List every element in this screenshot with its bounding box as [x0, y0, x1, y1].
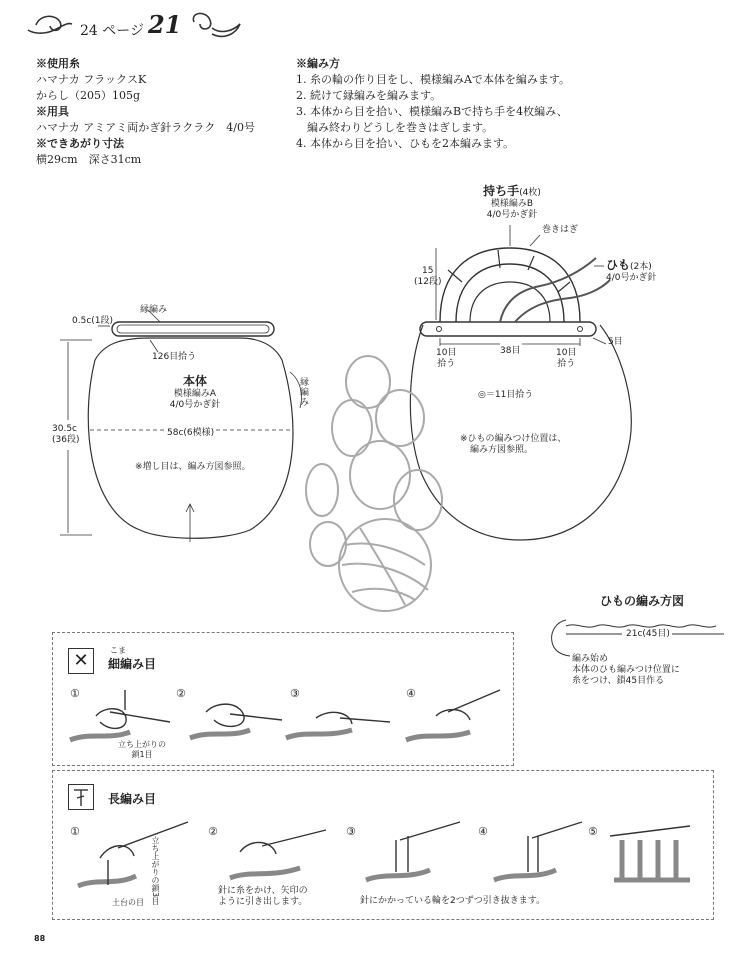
left-pick-word: 拾う	[437, 359, 456, 369]
dc-step-num: ③	[346, 825, 356, 838]
string-length: 21c(45目)	[626, 629, 670, 639]
edge-size: 0.5c(1段)	[72, 316, 114, 326]
right-pick-block	[556, 348, 576, 370]
handle-pattern: 模様編みB	[490, 199, 534, 209]
sc-step-num: ①	[70, 687, 80, 700]
handle-rows: 15	[422, 266, 434, 276]
dc-note2	[218, 886, 308, 908]
pick-up-label: 126目拾う	[152, 352, 197, 362]
sc-note-line: 立ち上がりの	[118, 740, 166, 749]
right-pick: 10目	[556, 348, 577, 358]
edge-label: 縁編み	[140, 305, 168, 315]
string-title: ひも	[606, 258, 631, 272]
page-number: 88	[34, 934, 46, 943]
body-pattern: 模様編みA	[173, 389, 217, 399]
project-number: 21	[148, 10, 182, 39]
sc-title: 細編み目	[108, 657, 157, 671]
string-start-block	[572, 654, 680, 687]
string-start-line: 糸をつけ、鎖45目作る	[572, 676, 665, 686]
body-title-block	[150, 374, 240, 411]
handle-rows-block	[414, 266, 441, 288]
attach-note-line: 編み方図参照。	[470, 445, 534, 455]
left-pick-block	[436, 348, 456, 370]
dc-side-note: 立ち上がりの鎖3目	[151, 836, 160, 906]
string-chart-title: ひもの編み方図	[600, 594, 685, 608]
string-start-line: 本体のひも編みつけ位置に	[572, 665, 680, 675]
string-count: (2本)	[630, 262, 652, 272]
dc-step-num: ②	[208, 825, 218, 838]
dc-symbol-icon	[68, 784, 94, 810]
sc-step-num: ④	[406, 687, 416, 700]
dc-step-num: ①	[70, 825, 80, 838]
dc-note2-line: 針に糸をかけ、矢印の	[218, 886, 308, 896]
right-pick-word: 拾う	[557, 359, 576, 369]
yarn-heading: ※使用糸	[36, 57, 80, 70]
method-step: 1. 糸の輪の作り目をし、模様編みAで本体を編みます。	[296, 73, 571, 86]
dc-note2-line: ように引き出します。	[218, 897, 308, 907]
method-step: 4. 本体から目を拾い、ひもを2本編みます。	[296, 137, 515, 150]
dc-step-num: ⑤	[588, 825, 598, 838]
method-step: 2. 続けて縁編みを編みます。	[296, 89, 442, 102]
body-note: ※増し目は、編み方図参照。	[135, 462, 251, 472]
dc-note3: 針にかかっている輪を2つずつ引き抜きます。	[360, 896, 546, 906]
handle-title-block	[472, 184, 552, 221]
string-hook: 4/0号かぎ針	[606, 273, 657, 283]
body-rows: (36段)	[52, 435, 80, 445]
yarn-name: ハマナカ フラックスK	[36, 73, 147, 86]
sc-symbol-icon: ✕	[68, 648, 94, 674]
sc-ruby: こま	[110, 646, 126, 655]
yarn-color: からし（205）105g	[36, 89, 141, 102]
stitches-5: 5目	[608, 337, 623, 347]
string-title-block	[606, 258, 657, 284]
dc-base-label: 土台の目	[112, 898, 144, 907]
handle-title: 持ち手	[483, 184, 520, 198]
method-step: 編み終わりどうしを巻きはぎします。	[296, 121, 494, 134]
handle-rows-count: (12段)	[414, 277, 442, 287]
edge-side-label: 縁 編 み	[300, 378, 310, 408]
string-start-label: 編み始め	[572, 654, 609, 664]
size-text: 横29cm 深さ31cm	[36, 153, 142, 166]
cactus-yarn-watermark	[306, 356, 442, 611]
dc-step-num: ④	[478, 825, 488, 838]
method-heading: ※編み方	[296, 57, 340, 70]
body-title: 本体	[182, 374, 207, 388]
size-heading: ※できあがり寸法	[36, 137, 124, 150]
handle-hook: 4/0号かぎ針	[486, 210, 538, 220]
method-step: 3. 本体から目を拾い、模様編みBで持ち手を4枚編み、	[296, 105, 568, 118]
mark-note: ◎＝11目拾う	[478, 390, 534, 400]
tools-text: ハマナカ アミアミ両かぎ針ラクラク 4/0号	[36, 121, 255, 134]
dc-title: 長編み目	[108, 792, 157, 806]
handle-count: (4枚)	[519, 188, 541, 198]
join-label: 巻きはぎ	[542, 225, 579, 235]
stitches-38: 38目	[500, 346, 521, 356]
sc-note	[118, 740, 166, 760]
body-width: 58c(6模様)	[167, 428, 215, 438]
body-height: 30.5c	[52, 424, 77, 434]
page-ref: 24 ページ	[80, 23, 144, 39]
left-pick: 10目	[436, 348, 457, 358]
attach-note	[460, 434, 566, 456]
sc-note-line: 鎖1目	[131, 750, 153, 759]
attach-note-line: ※ひもの編みつけ位置は、	[460, 434, 567, 444]
body-hook: 4/0号かぎ針	[169, 400, 221, 410]
tools-heading: ※用具	[36, 105, 69, 118]
sc-step-num: ②	[176, 687, 186, 700]
sc-step-num: ③	[290, 687, 300, 700]
